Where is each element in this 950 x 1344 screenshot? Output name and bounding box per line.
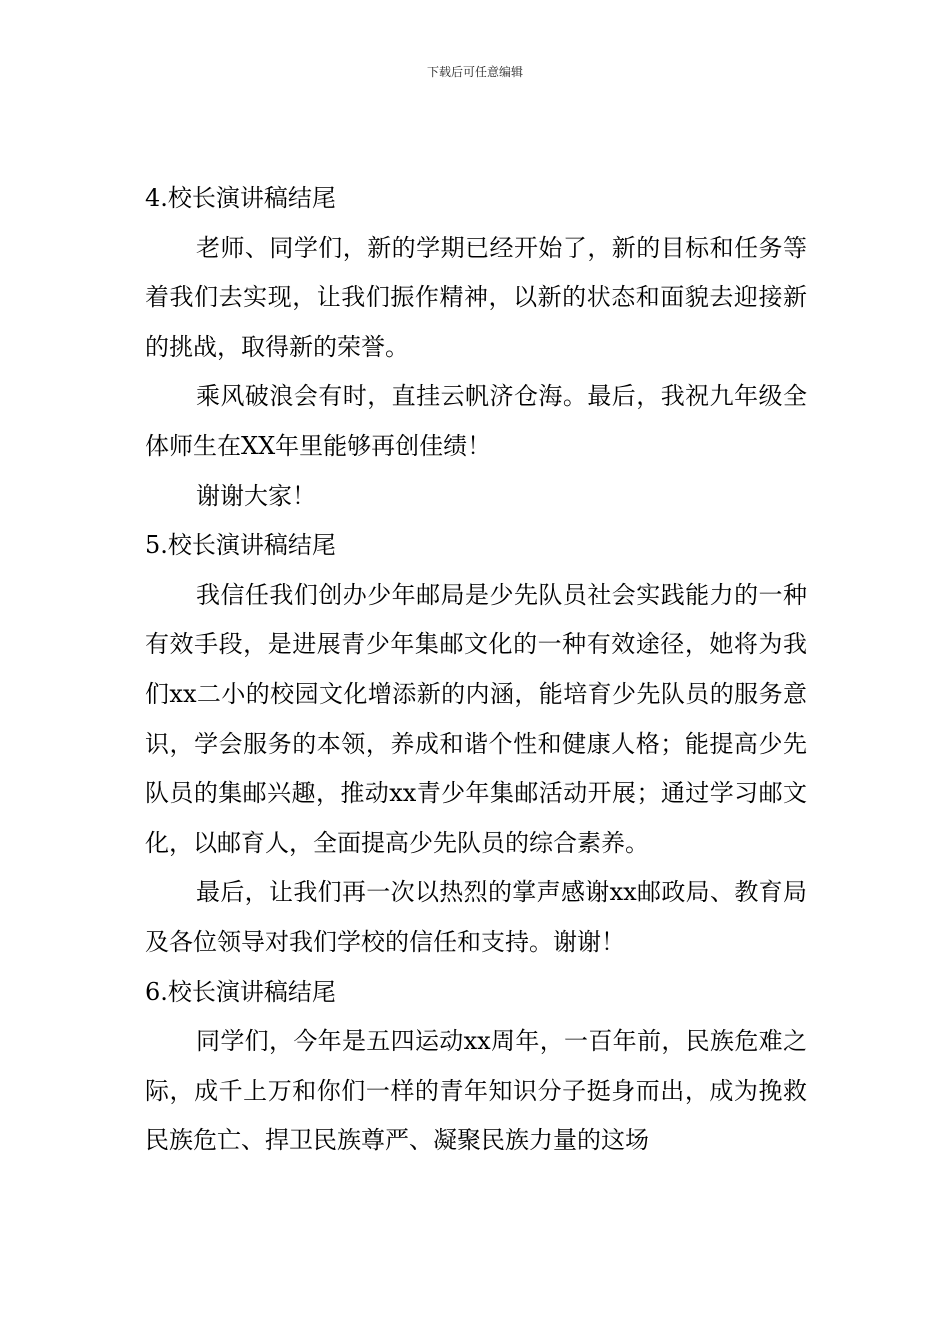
document-body xyxy=(145,174,807,1166)
paragraph: 谢谢大家！ xyxy=(196,481,316,510)
section-heading: 5.校长演讲稿结尾 xyxy=(145,531,336,560)
section-5 xyxy=(145,521,807,967)
paragraph: 乘风破浪会有时，直挂云帆济仓海。最后，我祝九年级全体师生在XX年里能够再创佳绩！ xyxy=(145,382,807,460)
paragraph: 最后，让我们再一次以热烈的掌声感谢xx邮政局、教育局及各位领导对我们学校的信任和支持。谢谢！ xyxy=(145,878,807,956)
section-6 xyxy=(145,968,807,1166)
paragraph: 老师、同学们，新的学期已经开始了，新的目标和任务等着我们去实现，让我们振作精神，以新的状态和面貌去迎接新的挑战，取得新的荣誉。 xyxy=(145,233,807,361)
section-heading: 6.校长演讲稿结尾 xyxy=(145,977,336,1006)
page-header: 下载后可任意编辑 xyxy=(426,65,523,79)
section-4 xyxy=(145,174,807,521)
paragraph: 我信任我们创办少年邮局是少先队员社会实践能力的一种有效手段，是进展青少年集邮文化的一种有效途径，她将为我们xx二小的校园文化增添新的内涵，能培育少先队员的服务意识，学会服务的本领，养成和谐个性和健康人格；能提高少先队员的集邮兴趣，推动xx青少年集邮活动开展；通过学习邮文化，以邮育人，全面提高少先队员的综合素养。 xyxy=(145,580,807,857)
section-heading: 4.校长演讲稿结尾 xyxy=(145,184,336,212)
paragraph: 同学们，今年是五四运动xx周年，一百年前，民族危难之际，成千上万和你们一样的青年知识分子挺身而出，成为挽救民族危亡、捍卫民族尊严、凝聚民族力量的这场 xyxy=(145,1027,807,1155)
